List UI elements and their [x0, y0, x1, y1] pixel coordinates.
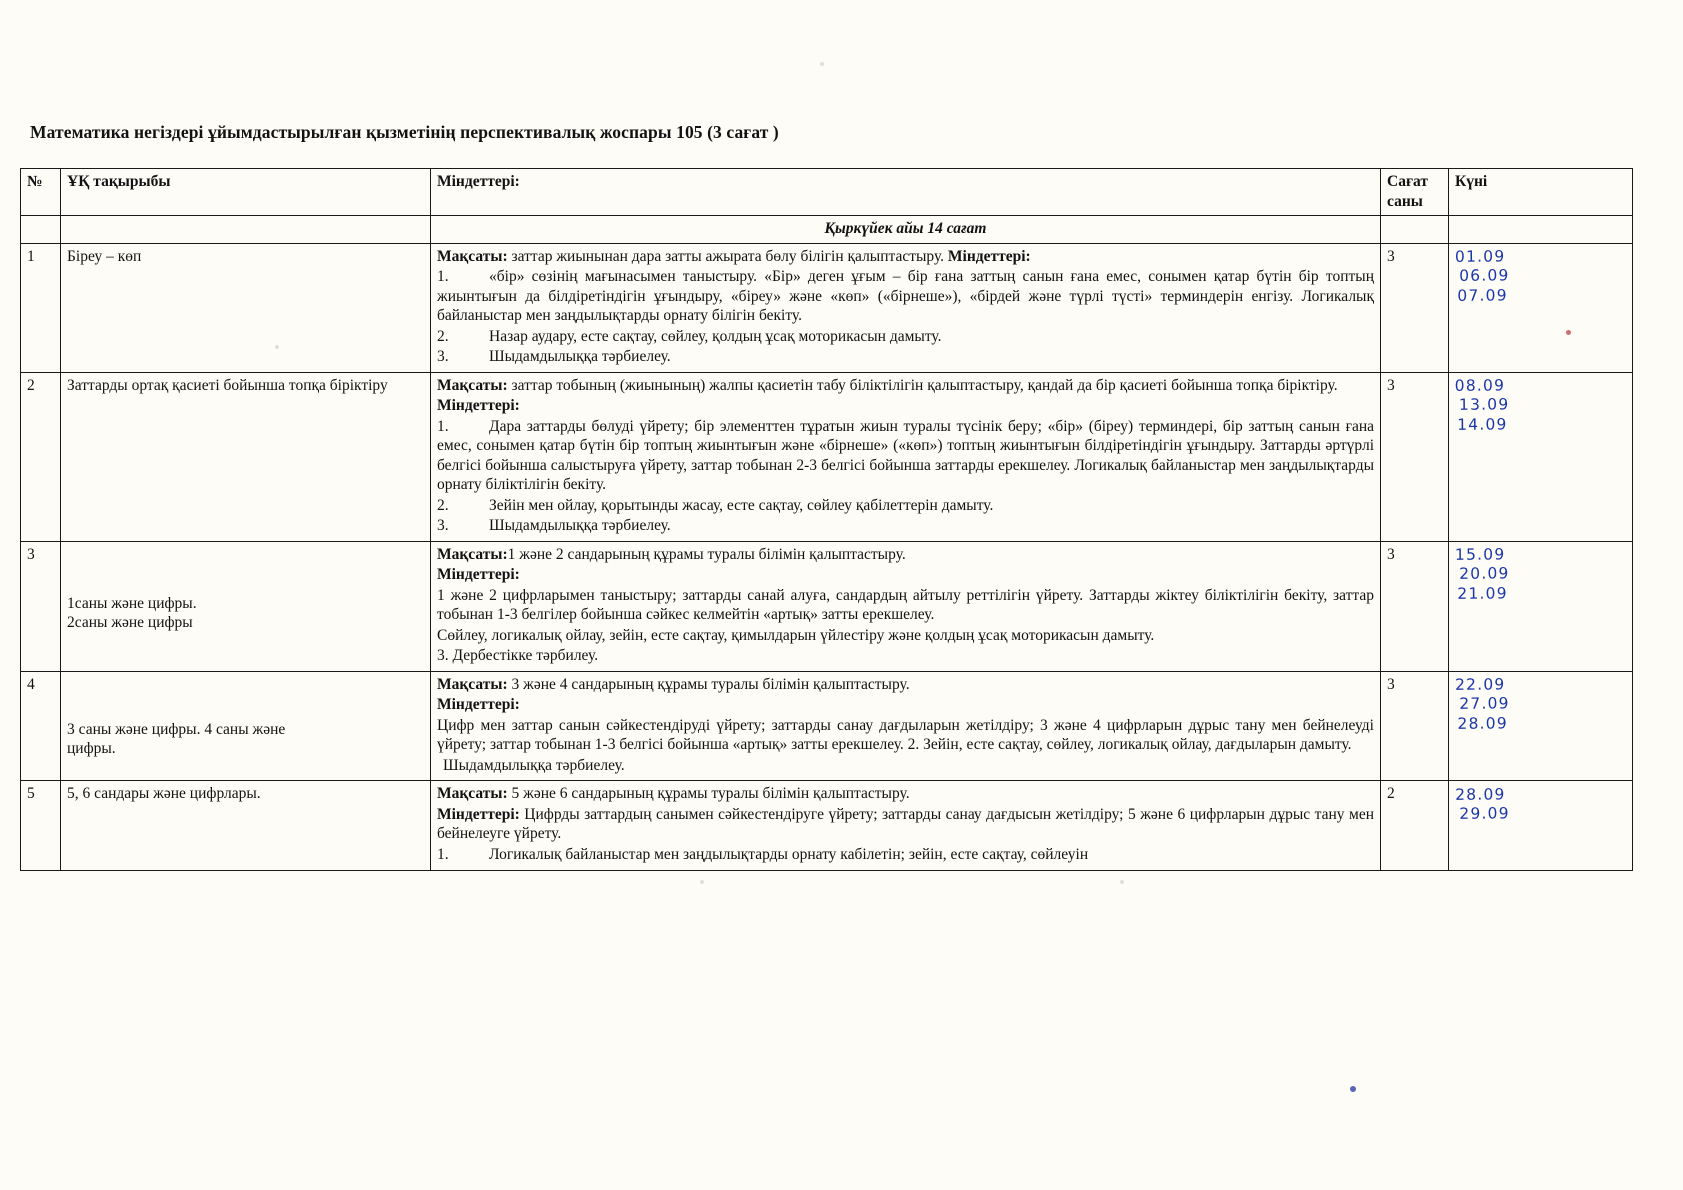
row-hours: 3 — [1381, 243, 1449, 372]
row-topic-line: 2саны және цифры — [67, 614, 193, 632]
goal-label: Мақсаты: — [437, 545, 508, 563]
month-banner-spacer-dates — [1449, 216, 1633, 244]
date-handwritten: 06.09 — [1458, 266, 1510, 285]
date-handwritten: 28.09 — [1454, 784, 1506, 804]
item-text: Шыдамдылыққа тәрбиелеу. — [489, 517, 671, 535]
tasks-label: Міндеттері: — [437, 397, 520, 415]
date-handwritten: 20.09 — [1458, 564, 1510, 584]
column-header-hours-line1: Сағат — [1387, 173, 1428, 190]
item-text: Дара заттарды бөлуді үйрету; бір элементтен тұратын жиын туралы түсінік беру; «бір» (біреу) терминдері, бір заттың санын ғана емес, сонымен қатар бүтін бір топтың жиынтығын және «бірнеше» («көп») топтың жиынтығын білдіретіндігін ұғындыру. Заттарды әртүрлі белгісі бойынша салыстыруға үйрету, заттар тобынан 2-3 белгісі бойынша заттарды ерекшелеу. Логикалық байланыстар мен заңдылықтарды орнату біліктілігін бекіту. — [437, 417, 1374, 494]
goal-label: Мақсаты: — [437, 675, 508, 693]
date-handwritten: 27.09 — [1458, 694, 1510, 714]
date-handwritten: 29.09 — [1458, 804, 1510, 823]
month-banner-spacer-hours — [1381, 216, 1449, 244]
row-dates — [1448, 540, 1633, 672]
row-hours: 3 — [1381, 541, 1449, 671]
column-header-hours-line2: саны — [1387, 192, 1423, 210]
page-title: Математика негіздері ұйымдастырылған қызметінің перспективалық жоспары 105 (3 сағат ) — [30, 122, 779, 142]
row-hours: 2 — [1381, 781, 1449, 870]
task-paragraph: Сөйлеу, логикалық ойлау, зейін, есте сақтау, қимылдарын үйлестіру және қолдың ұсақ моторикасын дамыту. — [437, 626, 1155, 644]
date-handwritten: 14.09 — [1456, 415, 1508, 434]
column-header-tasks: Міндеттері: — [431, 169, 1381, 216]
row-dates — [1448, 780, 1633, 871]
date-handwritten: 08.09 — [1454, 376, 1505, 395]
table-row — [21, 243, 1633, 372]
item-text: «бір» сөзінің мағынасымен таныстыру. «Бір» деген ұғым – бір ғана заттың санын ғана емес, сонымен қатар бүтін бір топтың жиынтығын да білдіретіндігін ұғындыру, «біреу» және «көп» («бірнеше»), «бірдей және түрлі түсті» терминдерін енгізу. Логикалық байланыстар мен заңдылықтарды орнату білігін бекіту. — [437, 268, 1374, 325]
scan-speck — [275, 345, 279, 349]
tasks-inline-text: Цифрды заттардың санымен сәйкестендіруге үйрету; заттарды санау дағдысын жетілдіру; 5 және 6 цифрларын дұрыс тану мен бейнелеуге үйрету. — [437, 805, 1374, 843]
row-tasks — [431, 243, 1381, 372]
month-banner-spacer-no — [21, 216, 61, 244]
row-tasks — [431, 372, 1381, 541]
date-handwritten: 13.09 — [1458, 395, 1509, 415]
item-text: Назар аудару, есте сақтау, сөйлеу, қолдың ұсақ моторикасын дамыту. — [489, 327, 942, 345]
table-header-row — [21, 169, 1633, 216]
date-handwritten: 28.09 — [1456, 714, 1508, 733]
scan-speck — [1350, 1086, 1356, 1092]
row-number: 3 — [21, 541, 61, 671]
item-number: 2. — [437, 496, 449, 514]
goal-text: заттар жиынынан дара затты ажырата бөлу білігін қалыптастыру. — [507, 247, 948, 265]
date-handwritten: 22.09 — [1454, 675, 1506, 694]
goal-label: Мақсаты: — [437, 785, 508, 803]
row-dates — [1448, 242, 1633, 373]
task-paragraph: Цифр мен заттар санын сәйкестендіруді үйрету; заттарды санау дағдыларын жетілдіру; 3 және 4 цифрларын дұрыс тану мен бейнелеуді үйрету; заттар тобынан 1-3 белгісі бойынша «артық» затты ерекшелеу. 2. Зейін, есте сақтау, сөйлеу, логикалық ойлау, дағдыларын дамыту. — [437, 716, 1374, 754]
table-row — [21, 781, 1633, 870]
row-topic: 5, 6 сандары және цифрлары. — [61, 781, 431, 870]
goal-text: 5 және 6 сандарының құрамы туралы білімін қалыптастыру. — [507, 785, 910, 803]
row-topic — [61, 541, 431, 671]
date-handwritten: 07.09 — [1456, 285, 1508, 305]
column-header-topic: ҰҚ тақырыбы — [61, 169, 431, 216]
month-banner-label: Қыркүйек айы 14 сағат — [431, 216, 1381, 244]
row-hours: 3 — [1381, 372, 1449, 541]
row-topic-line: 3 саны және цифры. 4 саны және — [67, 720, 286, 738]
item-number: 1. — [437, 845, 449, 863]
table-row — [21, 671, 1633, 781]
row-topic-line: цифры. — [67, 740, 116, 758]
row-dates — [1448, 670, 1633, 781]
date-handwritten: 21.09 — [1456, 584, 1508, 603]
row-number: 5 — [21, 781, 61, 870]
row-tasks — [431, 671, 1381, 781]
task-paragraph: 3. Дербестікке тәрбилеу. — [437, 647, 599, 665]
date-handwritten: 15.09 — [1454, 545, 1505, 564]
tasks-label: Міндеттері: — [437, 566, 520, 584]
item-number: 3. — [437, 517, 449, 535]
tasks-label: Міндеттері: — [947, 247, 1031, 265]
month-banner-row — [21, 216, 1633, 244]
scan-speck — [1566, 330, 1571, 335]
row-dates — [1448, 371, 1634, 542]
scan-speck — [820, 62, 824, 66]
tasks-label: Міндеттері: — [437, 696, 520, 714]
scan-speck — [700, 880, 704, 884]
table-row — [21, 541, 1633, 671]
goal-label: Мақсаты: — [437, 376, 508, 394]
row-tasks — [431, 541, 1381, 671]
task-paragraph: Шыдамдылыққа тәрбиелеу. — [443, 756, 625, 774]
column-header-dates: Күні — [1449, 169, 1633, 216]
tasks-label: Міндеттері: — [437, 805, 520, 823]
row-topic — [61, 671, 431, 781]
row-topic: Заттарды ортақ қасиеті бойынша топқа біріктіру — [61, 372, 431, 541]
row-tasks — [431, 781, 1381, 870]
item-number: 2. — [437, 327, 449, 345]
item-number: 3. — [437, 348, 449, 366]
goal-label: Мақсаты: — [437, 247, 508, 265]
item-number: 1. — [437, 417, 449, 435]
task-paragraph: 1 және 2 цифрларымен таныстыру; заттарды санай алуға, сандардың айтылу реттілігін үйрету. Заттарды жіктеу біліктілігін бекіту, заттар тобынан 1-3 белгілер бойынша сәйкес келмейтін «артық» затты ерекшелеу. — [437, 586, 1374, 624]
goal-text: 1 және 2 сандарының құрамы туралы білімін қалыптастыру. — [507, 545, 906, 563]
item-number: 1. — [437, 268, 449, 286]
scan-speck — [1120, 880, 1124, 884]
row-number: 1 — [21, 243, 61, 372]
column-header-hours — [1381, 169, 1449, 216]
perspective-plan-table — [20, 168, 1633, 871]
item-text: Шыдамдылыққа тәрбиелеу. — [489, 348, 671, 366]
column-header-no: № — [21, 169, 61, 216]
goal-text: 3 және 4 сандарының құрамы туралы білімін қалыптастыру. — [507, 675, 910, 693]
row-hours: 3 — [1381, 671, 1449, 781]
date-handwritten: 01.09 — [1454, 246, 1505, 266]
row-number: 4 — [21, 671, 61, 781]
item-text: Логикалық байланыстар мен заңдылықтарды орнату кабілетін; зейін, есте сақтау, сөйлеуін — [489, 845, 1089, 863]
table-row — [21, 372, 1633, 541]
goal-text: заттар тобының (жиынының) жалпы қасиетін табу біліктілігін қалыптастыру, қандай да бір қасиеті бойынша топқа біріктіру. — [507, 376, 1338, 394]
month-banner-spacer-topic — [61, 216, 431, 244]
row-topic: Біреу – көп — [61, 243, 431, 372]
row-topic-line: 1саны және цифры. — [67, 594, 197, 612]
row-number: 2 — [21, 372, 61, 541]
item-text: Зейін мен ойлау, қорытынды жасау, есте сақтау, сөйлеу қабілеттерін дамыту. — [489, 496, 994, 514]
